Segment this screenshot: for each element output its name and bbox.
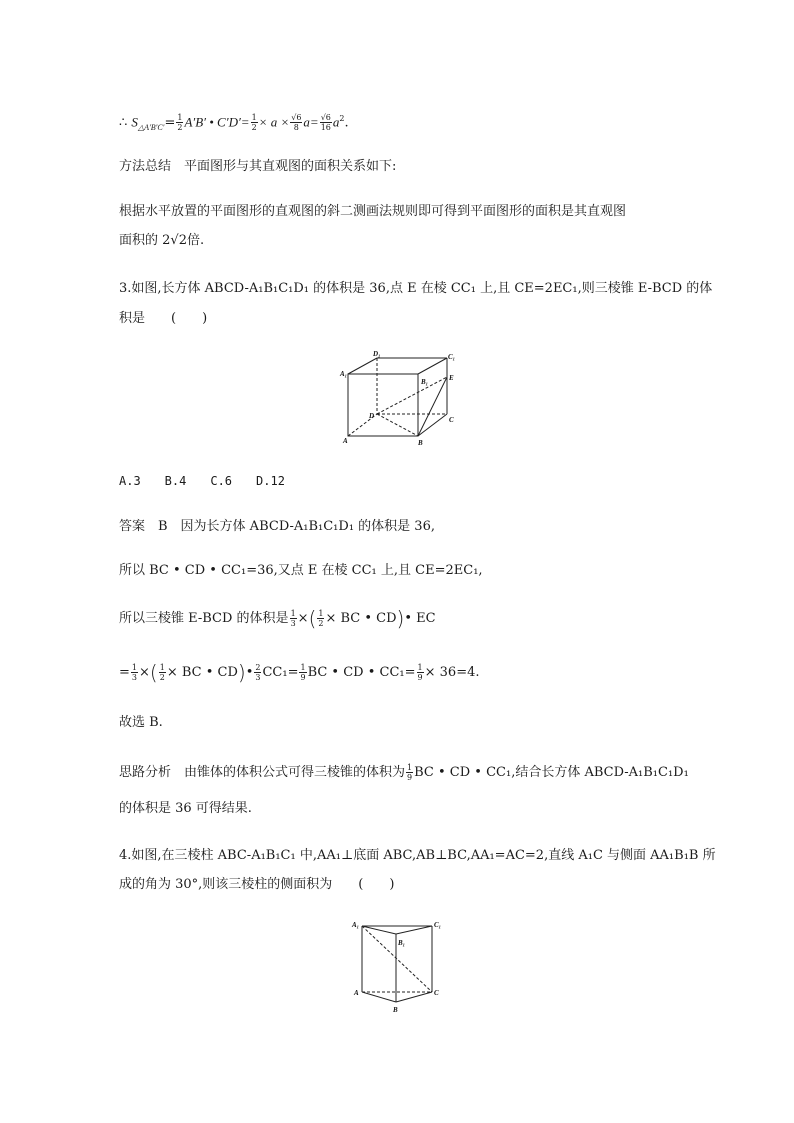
vertex-label: A₁ (352, 921, 360, 929)
vertex-label: D (369, 412, 375, 420)
answer-line-1: 答案 B 因为长方体 ABCD-A₁B₁C₁D₁ 的体积是 36, (119, 519, 435, 534)
question-3-stem-2: 积是 ( ) (119, 311, 208, 326)
area-formula-line: ∴ $S_{\triangle A'B'C'}=$ $\frac{1}{2}$ A′B′ • C′D′= $\frac{1}{2}$ × a × $\frac{√6}{8}$ a= $\frac{√6}{16}$ $a^2$. (119, 113, 349, 133)
fraction: $\frac{√6}{16}$ (320, 113, 331, 133)
question-3-options: A.3 B.4 C.6 D.12 (119, 474, 285, 488)
vertex-label: B₁ (398, 939, 406, 947)
prism-figure (350, 915, 450, 1020)
question-4-stem-2: 成的角为 30°,则该三棱柱的侧面积为 ( ) (119, 877, 395, 892)
vertex-label: A (343, 437, 348, 445)
s-symbol: S (131, 114, 138, 130)
vertex-label: C (449, 416, 454, 424)
vertex-label: A₁ (340, 370, 348, 378)
cuboid-figure (335, 350, 465, 450)
vertex-label: B (393, 1006, 398, 1014)
vertex-label: C₁ (448, 353, 456, 361)
question-4-stem: 4.如图,在三棱柱 ABC-A₁B₁C₁ 中,AA₁⊥底面 ABC,AB⊥BC,AA₁=AC=2,直线 A₁C 与侧面 AA₁B₁B 所 (119, 848, 716, 863)
vertex-label: C₁ (434, 921, 442, 929)
answer-line-2: 所以 BC • CD • CC₁=36,又点 E 在棱 CC₁ 上,且 CE=2EC₁, (119, 563, 483, 578)
vertex-label: B (418, 439, 423, 447)
answer-line-5: 故选 B. (119, 715, 163, 730)
analysis-line-1: 思路分析 由锥体的体积公式可得三棱锥的体积为 $\frac{1}{9}$ BC • CD • CC₁,结合长方体 ABCD-A₁B₁C₁D₁ (119, 763, 689, 782)
vertex-label: B₁ (421, 378, 429, 386)
fraction: $\frac{√6}{8}$ (291, 113, 302, 133)
vertex-label: A (354, 989, 359, 997)
fraction: $\frac{1}{2}$ (251, 113, 257, 133)
fraction: $\frac{1}{2}$ (177, 113, 183, 133)
question-3-stem: 3.如图,长方体 ABCD-A₁B₁C₁D₁ 的体积是 36,点 E 在棱 CC₁ 上,且 CE=2EC₁,则三棱锥 E-BCD 的体 (119, 281, 713, 296)
method-summary-body-2: 面积的 2√2倍. (119, 233, 205, 248)
vertex-label: C (434, 989, 439, 997)
vertex-label: E (449, 374, 454, 382)
method-summary-heading: 方法总结 平面图形与其直观图的面积关系如下: (119, 159, 397, 174)
method-summary-body: 根据水平放置的平面图形的直观图的斜二测画法规则即可得到平面图形的面积是其直观图 (119, 204, 627, 219)
s-subscript: △A′B′C′ (137, 122, 165, 132)
vertex-label: D₁ (373, 350, 381, 358)
sqrt-two: √2 (170, 233, 187, 248)
answer-line-4: = $\frac{1}{3}$ ×( $\frac{1}{2}$ × BC • CD)• $\frac{2}{3}$ CC₁= $\frac{1}{9}$ BC • CD • CC₁= $\frac{1}{9}$ × 36=4. (119, 660, 480, 685)
analysis-line-2: 的体积是 36 可得结果. (119, 801, 252, 816)
answer-line-3: 所以三棱锥 E-BCD 的体积是 $\frac{1}{3}$ ×( $\frac{1}{2}$ × BC • CD)• EC (119, 606, 436, 631)
